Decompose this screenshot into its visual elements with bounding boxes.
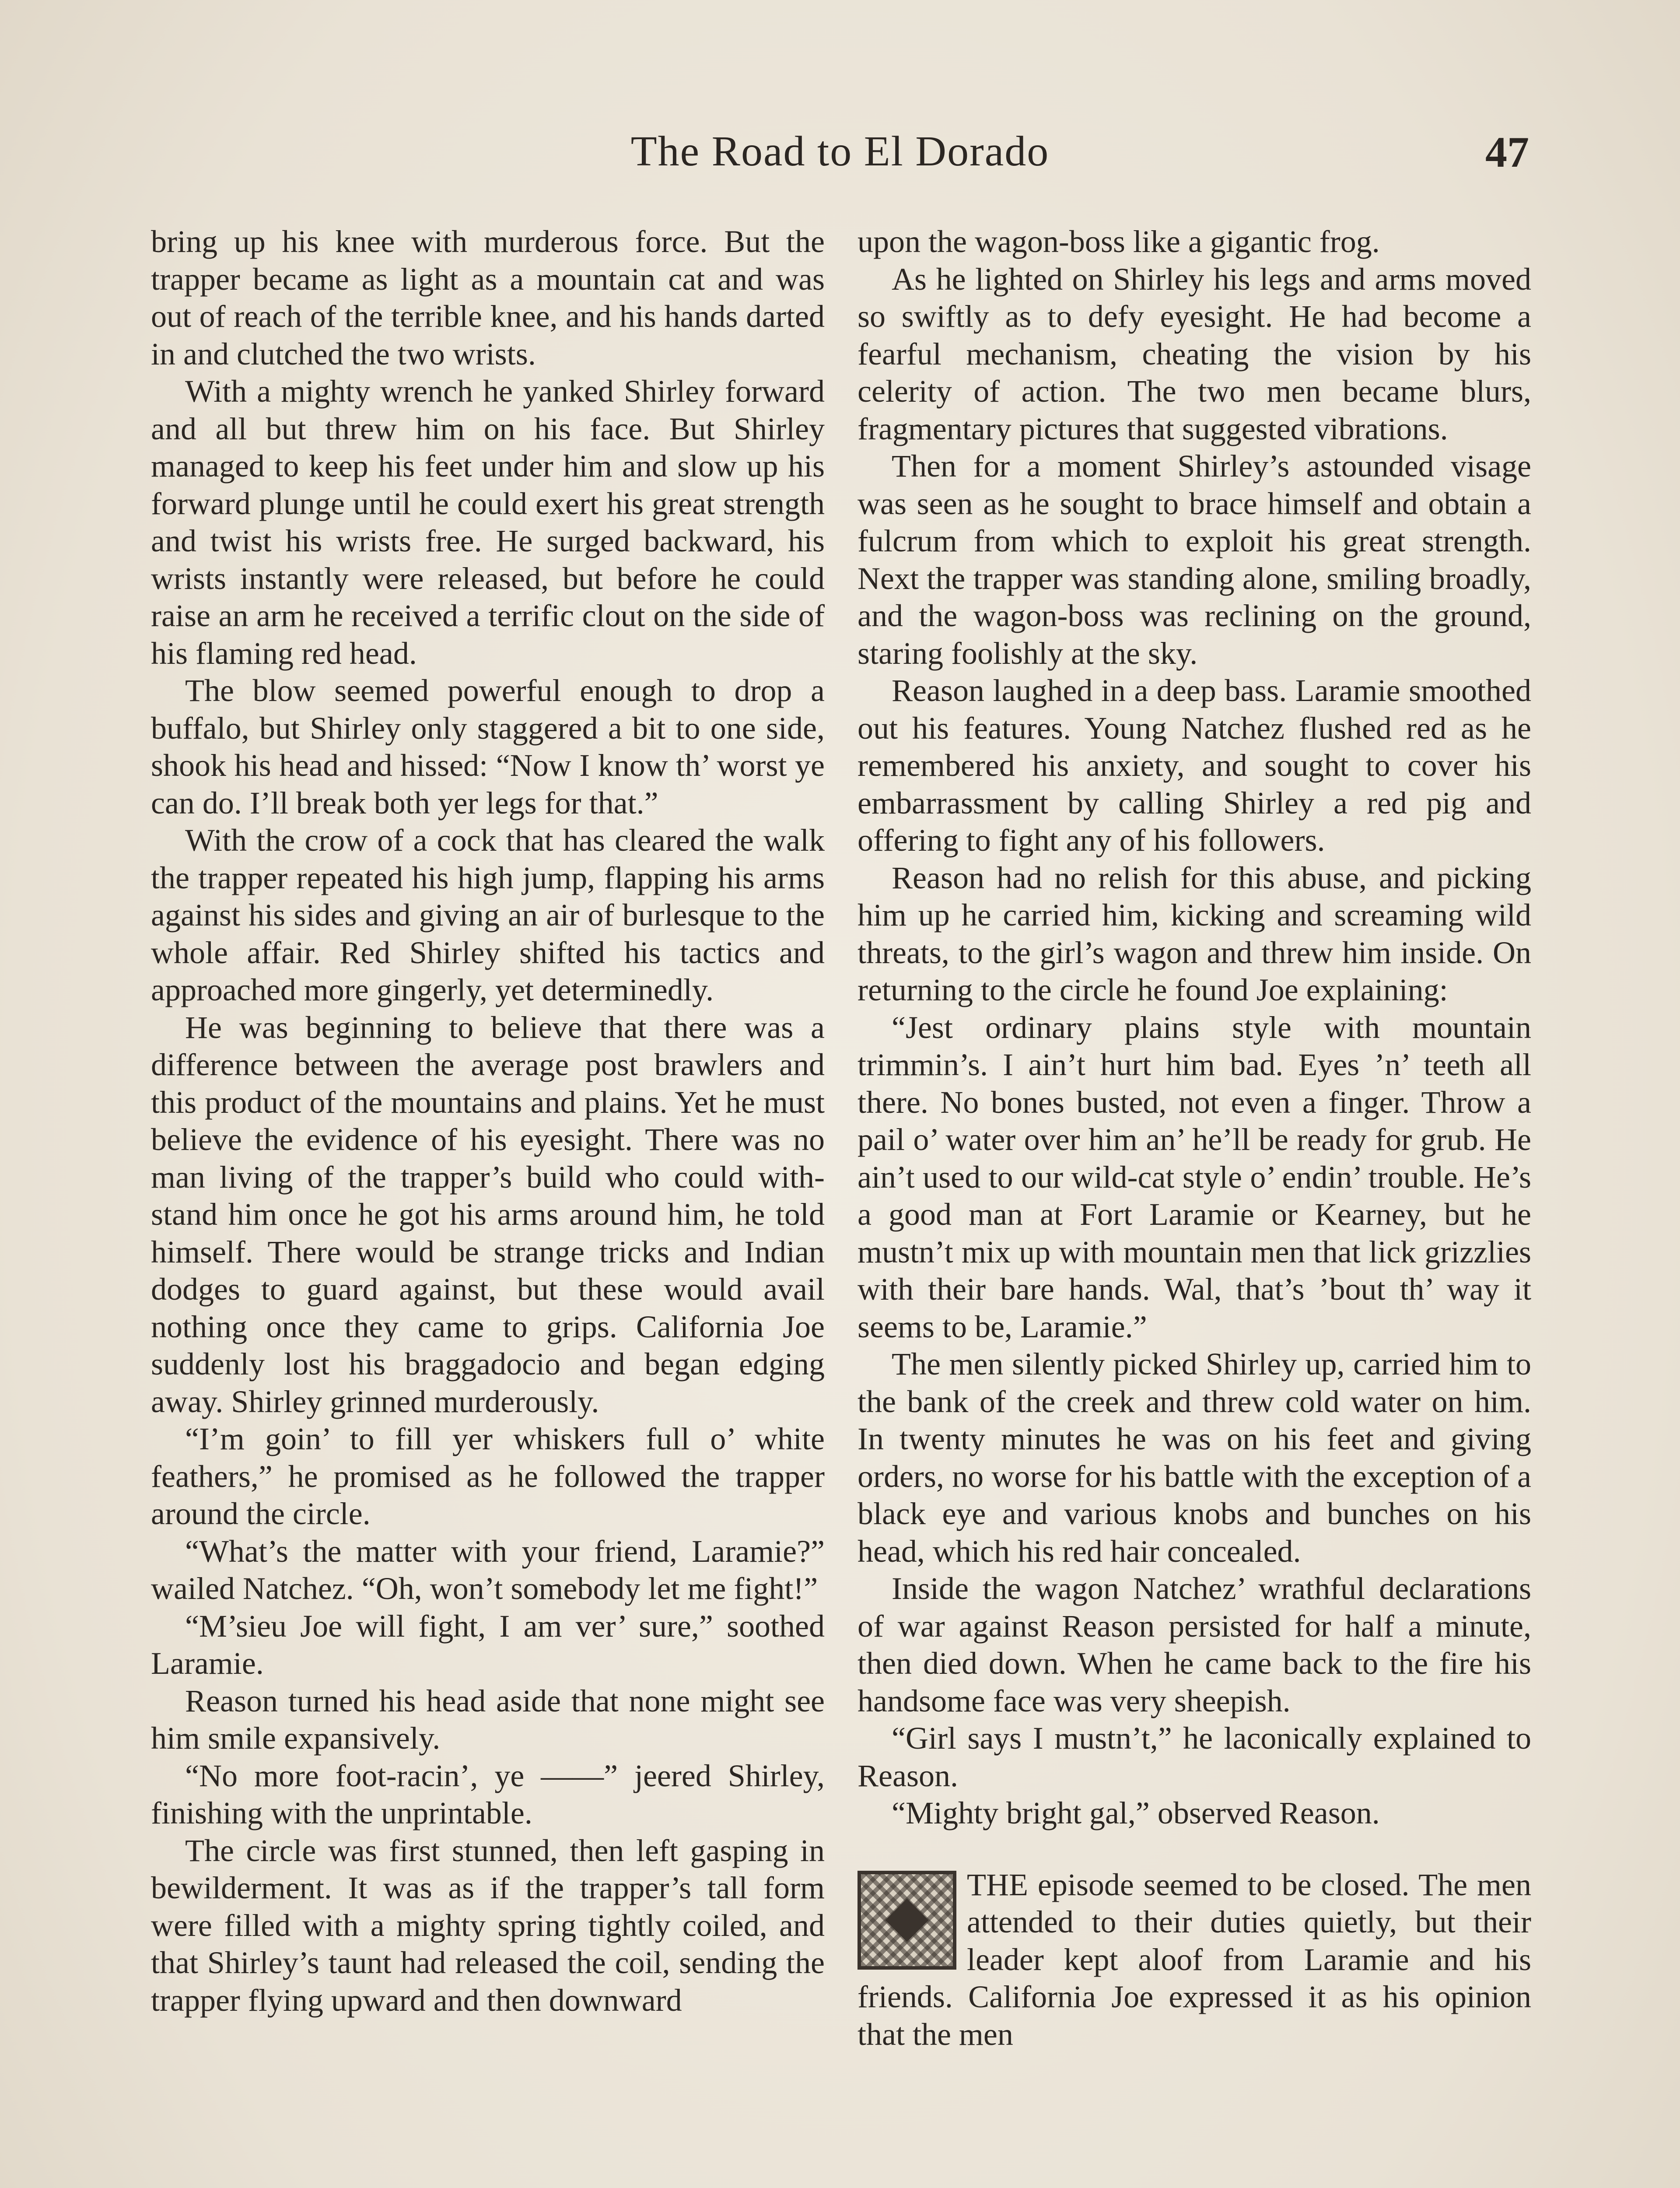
paragraph: “What’s the matter with your friend, Laramie?” wailed Natchez. “Oh, won’t somebody let me fight!”: [151, 1533, 825, 1606]
paragraph: “Mighty bright gal,” observed Reason.: [892, 1795, 1380, 1830]
paragraph: The blow seemed powerful enough to drop a buffalo, but Shirley only staggered a bit to one side, shook his head and hissed: “Now I know th’ worst ye can do. I’ll break both yer legs for that.”: [151, 673, 825, 820]
paragraph: As he lighted on Shirley his legs and arms moved so swiftly as to defy eyesight. He had become a fearful mechanism, cheating the vision by his celerity of action. The two men became blurs, fragmentary pictures that suggested vibrations.: [858, 261, 1531, 446]
paragraph: With a mighty wrench he yanked Shirley forward and all but threw him on his face. But Shirley managed to keep his feet under him and slow up his forward plunge until he could exert his great strength and twist his wrists free. He surged backward, his wrists instantly were released, but before he could raise an arm he received a terrific clout on the side of his flaming red head.: [151, 374, 825, 671]
paragraph: upon the wagon-boss like a gigantic frog.: [858, 224, 1380, 259]
paragraph: He was beginning to believe that there was a difference between the average post brawlers and this product of the mountains and plains. Yet he must believe the evidence of his eyesight. There was no man living of the trapper’s build who could withstand him once he got his arms around him, he told himself. There would be strange tricks and Indian dodges to guard against, but these would avail nothing once they came to grips. California Joe suddenly lost his braggadocio and began edging away. Shirley grinned murderously.: [151, 1010, 825, 1419]
running-title: The Road to El Dorado: [630, 128, 1050, 175]
right-column: [858, 223, 1531, 2053]
left-column: [151, 223, 825, 2019]
page-number: 47: [1485, 128, 1529, 176]
paragraph: With the crow of a cock that has cleared the walk the trapper repeated his high jump, flapping his arms against his sides and giving an air of burlesque to the whole affair. Red Shirley shifted his tactics and approached more gingerly, yet determinedly.: [151, 823, 825, 1007]
paragraph: The circle was first stunned, then left gasping in bewilderment. It was as if the trapper’s tall form were filled with a mighty spring tightly coiled, and that Shirley’s taunt had released the coil, sending the trapper flying upward and then downward: [151, 1833, 825, 2018]
paragraph: The men silently picked Shirley up, carried him to the bank of the creek and threw cold water on him. In twenty minutes he was on his feet and giving orders, no worse for his battle with the exception of a black eye and various knobs and bunches on his head, which his red hair concealed.: [858, 1346, 1531, 1569]
section-break: [858, 1866, 1531, 2054]
paragraph: “Jest ordinary plains style with mountain trimmin’s. I ain’t hurt him bad. Eyes ’n’ teeth all there. No bones busted, not even a finger. Throw a pail o’ water over him an’ he’ll be ready for grub. He ain’t used to our wild-cat style o’ endin’ trouble. He’s a good man at Fort Laramie or Kearney, but he mustn’t mix up with mountain men that lick grizzlies with their bare hands. Wal, that’s ’bout th’ way it seems to be, Laramie.”: [858, 1010, 1531, 1344]
paragraph: “No more foot-racin’, ye ——” jeered Shirley, finishing with the unprintable.: [151, 1758, 825, 1830]
section-opening-paragraph: THE episode seemed to be closed. The men attended to their duties quietly, but their leader kept aloof from Laramie and his friends. California Joe expressed it as his opinion that the men: [858, 1867, 1531, 2052]
paragraph: Reason turned his head aside that none might see him smile expansively.: [151, 1683, 825, 1756]
paragraph: “M’sieu Joe will fight, I am ver’ sure,” soothed Laramie.: [151, 1608, 825, 1681]
decorative-ornament-icon: [858, 1871, 956, 1970]
paragraph: Reason laughed in a deep bass. Laramie smoothed out his features. Young Natchez flushed red as he remembered his anxiety, and sought to cover his embarrassment by calling Shirley a red pig and offering to fight any of his followers.: [858, 673, 1531, 858]
paragraph: bring up his knee with murderous force. But the trapper became as light as a mountain cat and was out of reach of the terrible knee, and his hands darted in and clutched the two wrists.: [151, 224, 825, 372]
paragraph: “I’m goin’ to fill yer whiskers full o’ white feathers,” he promised as he followed the trapper around the circle.: [151, 1421, 825, 1531]
paragraph: “Girl says I mustn’t,” he laconically explained to Reason.: [858, 1721, 1531, 1793]
paragraph: Then for a moment Shirley’s astounded visage was seen as he sought to brace himself and obtain a fulcrum from which to exploit his great strength. Next the trapper was standing alone, smiling broadly, and the wagon-boss was reclining on the ground, staring foolishly at the sky.: [858, 449, 1531, 671]
paragraph: Inside the wagon Natchez’ wrathful declarations of war against Reason persisted for half a minute, then died down. When he came back to the fire his handsome face was very sheepish.: [858, 1571, 1531, 1718]
paragraph: Reason had no relish for this abuse, and picking him up he carried him, kicking and screaming wild threats, to the girl’s wagon and threw him inside. On returning to the circle he found Joe explaining:: [858, 860, 1531, 1007]
page-header: [0, 127, 1680, 188]
